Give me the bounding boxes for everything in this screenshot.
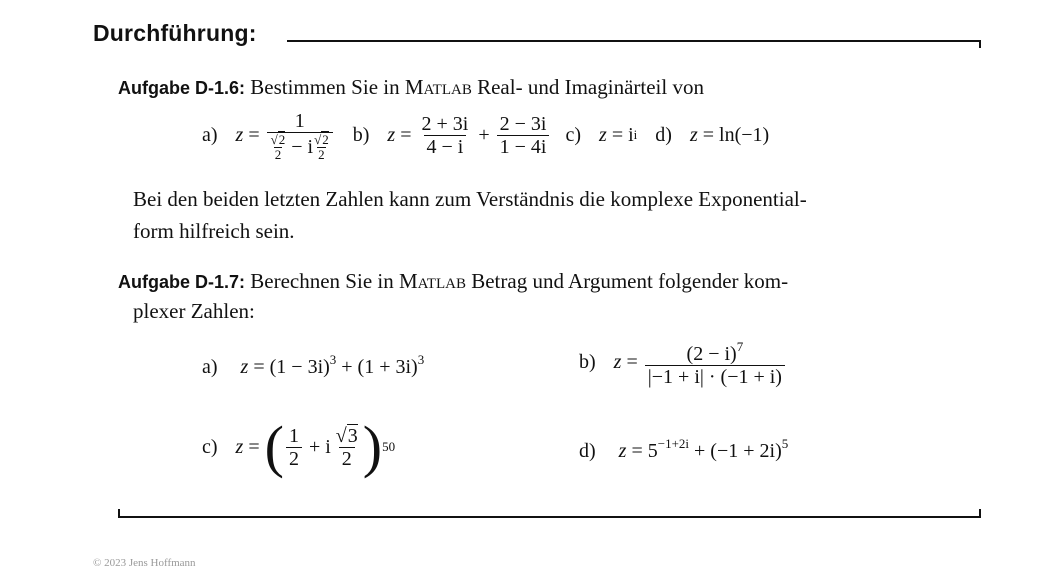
task-d17-formula-b: b) z = $\frac{(2 - i)^7}{|-1 + i| \cdot (-1 + i)}$ bbox=[579, 336, 787, 388]
formula-b-2: $\frac{2 - 3i}{1 - 4i}$ bbox=[497, 113, 550, 158]
task-d17-formula-a: a) $z = (1 - 3i)^3 + (1 + 3i)^3$ bbox=[202, 352, 425, 378]
section-heading: Durchführung: bbox=[93, 20, 257, 46]
task-d17-formula-c: c) z = ( $\frac{1}{2}$ + i $\frac{√3}{2}$ ) 50 bbox=[202, 414, 396, 479]
bottom-rule-tick-left bbox=[118, 509, 120, 518]
part-a-label: a) bbox=[202, 123, 218, 146]
var-z: z bbox=[235, 123, 244, 146]
matlab-name: Matlab bbox=[404, 75, 472, 99]
part-c-label: c) bbox=[565, 123, 582, 146]
task-d16-label: Aufgabe D-1.6: bbox=[118, 78, 246, 98]
task-d17-intro bbox=[118, 266, 788, 297]
heading-rule bbox=[287, 40, 980, 42]
task-d16-note-1: Bei den beiden letzten Zahlen kann zum Verständnis die komplexe Exponential- bbox=[133, 187, 807, 211]
task-d17-text-post: Betrag und Argument folgender kom- bbox=[471, 269, 789, 293]
page-footer: © 2023 Jens Hoffmann bbox=[93, 557, 196, 569]
part-b-label: b) bbox=[352, 123, 370, 146]
formula-b-1: $\frac{2 + 3i}{4 - i}$ bbox=[421, 112, 469, 158]
task-d17-line2: plexer Zahlen: bbox=[133, 299, 255, 323]
bottom-rule-tick-right bbox=[979, 509, 981, 518]
task-d17-text-pre: Berechnen Sie in bbox=[250, 269, 394, 293]
part-d-label: d) bbox=[655, 123, 672, 146]
section-bottom-rule bbox=[118, 516, 980, 518]
task-d16-note-2: form hilfreich sein. bbox=[133, 219, 295, 243]
heading-rule-tick bbox=[979, 40, 981, 48]
task-d17-label: Aufgabe D-1.7: bbox=[118, 272, 246, 292]
task-d16-intro bbox=[118, 72, 704, 103]
task-d16-formulas: a) z = 1 $\frac{√2}{2}$ − i $\frac{√2}{2}$ b) z = $\frac{2 + 3i}{4 - i}$ + $\frac{2 - 3i}{1 - 4i}$ c) z = i i d) z = ln(−1) bbox=[202, 109, 770, 162]
task-d16-text-post: Real- und Imaginärteil von bbox=[477, 75, 704, 99]
formula-a: 1 $\frac{√2}{2}$ − i $\frac{√2}{2}$ bbox=[267, 110, 333, 161]
task-d17-formula-d: d) $z = 5^{-1+2i} + (-1 + 2i)^5$ bbox=[579, 436, 789, 462]
matlab-name: Matlab bbox=[398, 269, 466, 293]
task-d16-text-pre: Bestimmen Sie in bbox=[250, 75, 400, 99]
